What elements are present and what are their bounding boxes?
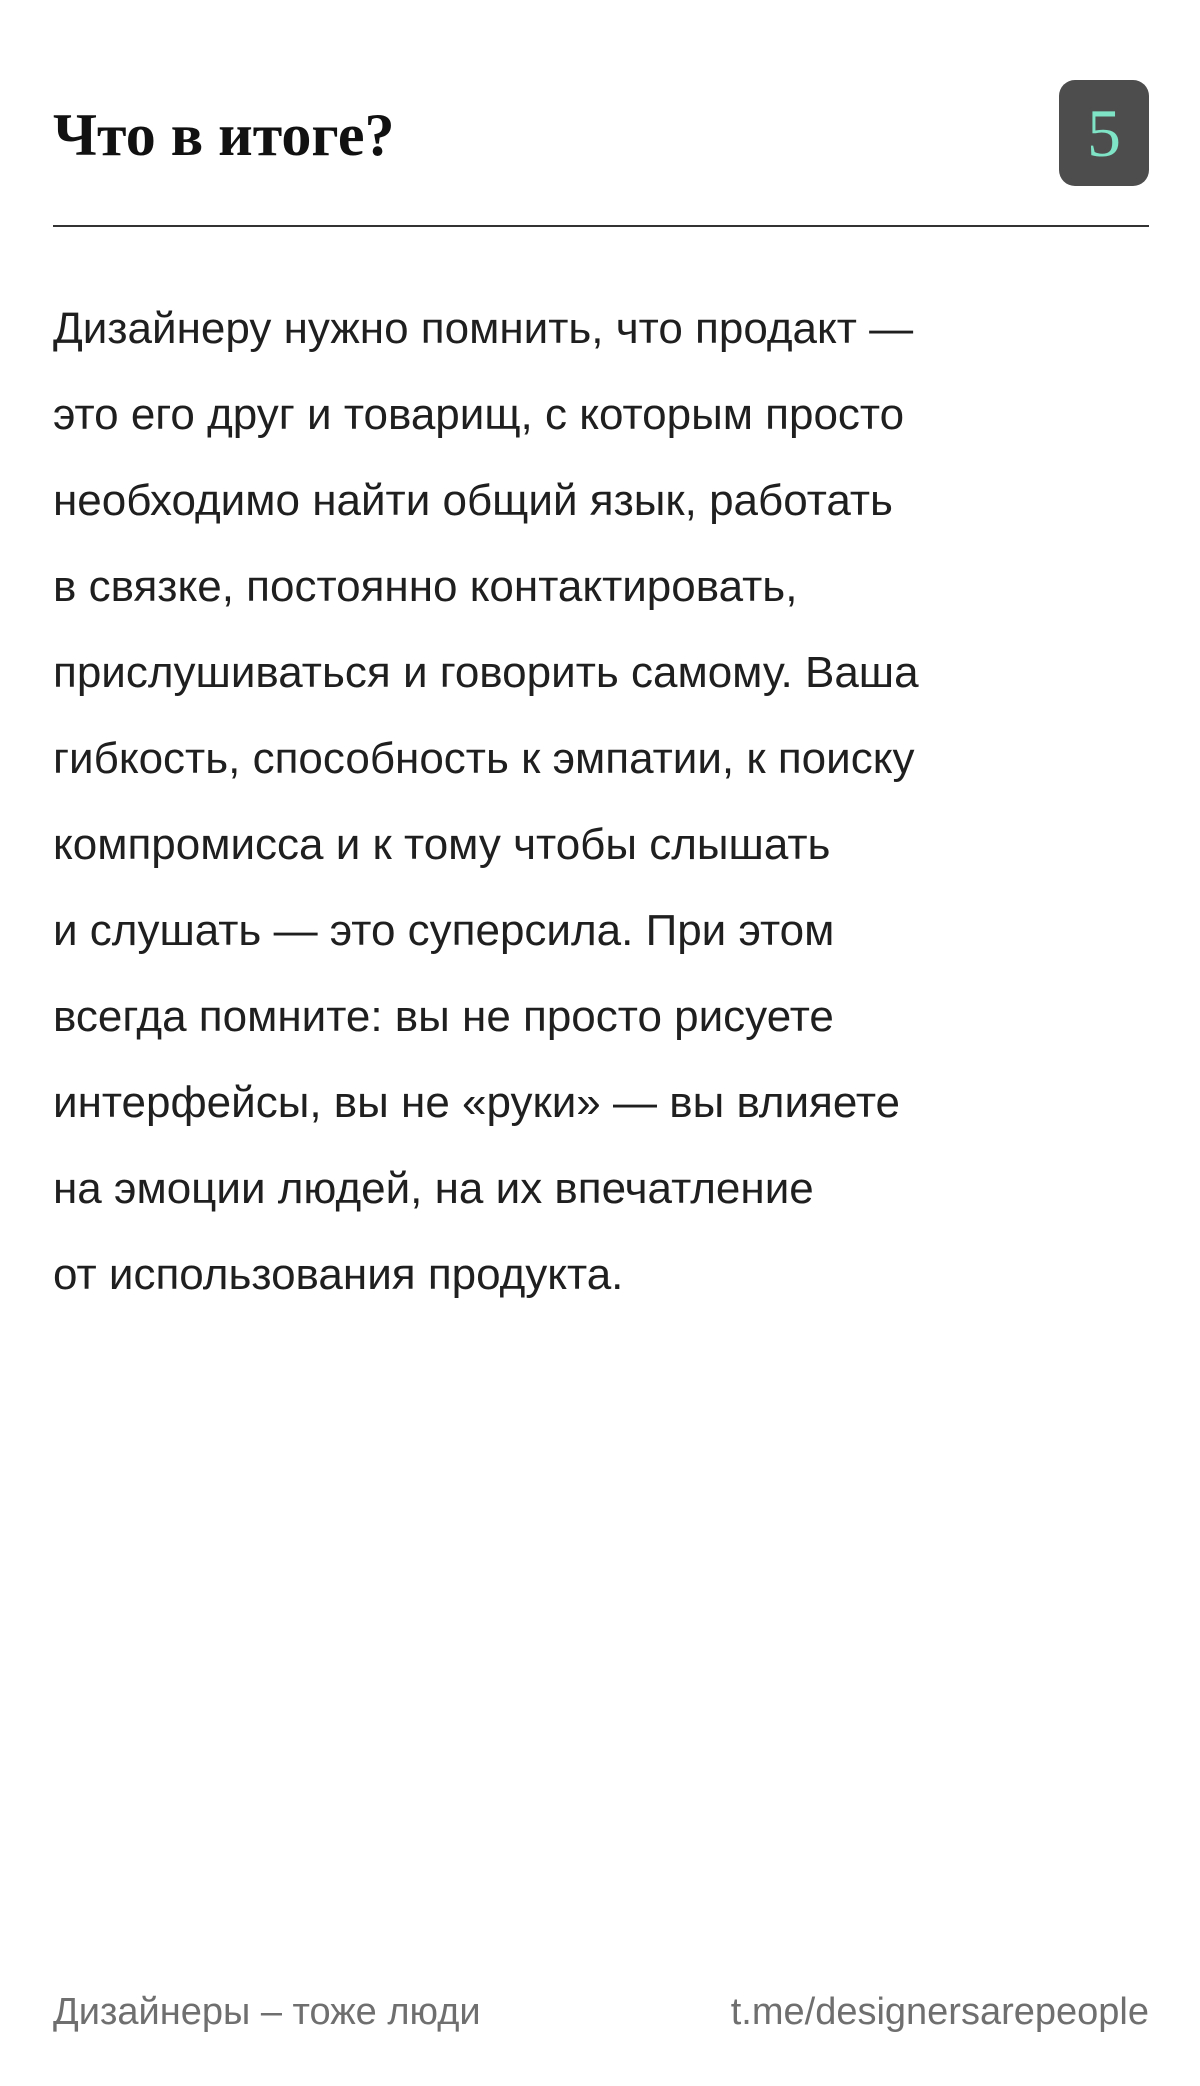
body-line: гибкость, способность к эмпатии, к поиску [53, 734, 915, 783]
slide-footer [53, 1986, 1149, 2038]
body-line: Дизайнеру нужно помнить, что продакт — [53, 304, 914, 353]
header-divider [53, 225, 1149, 227]
body-line: это его друг и товарищ, с которым просто [53, 390, 905, 439]
page-title: Что в итоге? [53, 102, 395, 168]
channel-link[interactable]: t.me/designersarepeople [730, 1991, 1149, 2033]
body-line: на эмоции людей, на их впечатление [53, 1164, 814, 1213]
body-line: в связке, постоянно контактировать, [53, 562, 798, 611]
body-line: всегда помните: вы не просто рисуете [53, 992, 834, 1041]
body-paragraph [53, 286, 1149, 1318]
channel-name: Дизайнеры – тоже люди [53, 1991, 481, 2033]
body-line: необходимо найти общий язык, работать [53, 476, 893, 525]
body-line: компромисса и к тому чтобы слышать [53, 820, 831, 869]
body-line: и слушать — это суперсила. При этом [53, 906, 835, 955]
page-number-badge: 5 [1059, 80, 1149, 186]
body-line: от использования продукта. [53, 1250, 624, 1299]
slide-header [53, 80, 1149, 186]
body-line: интерфейсы, вы не «руки» — вы влияете [53, 1078, 901, 1127]
body-line: прислушиваться и говорить самому. Ваша [53, 648, 919, 697]
